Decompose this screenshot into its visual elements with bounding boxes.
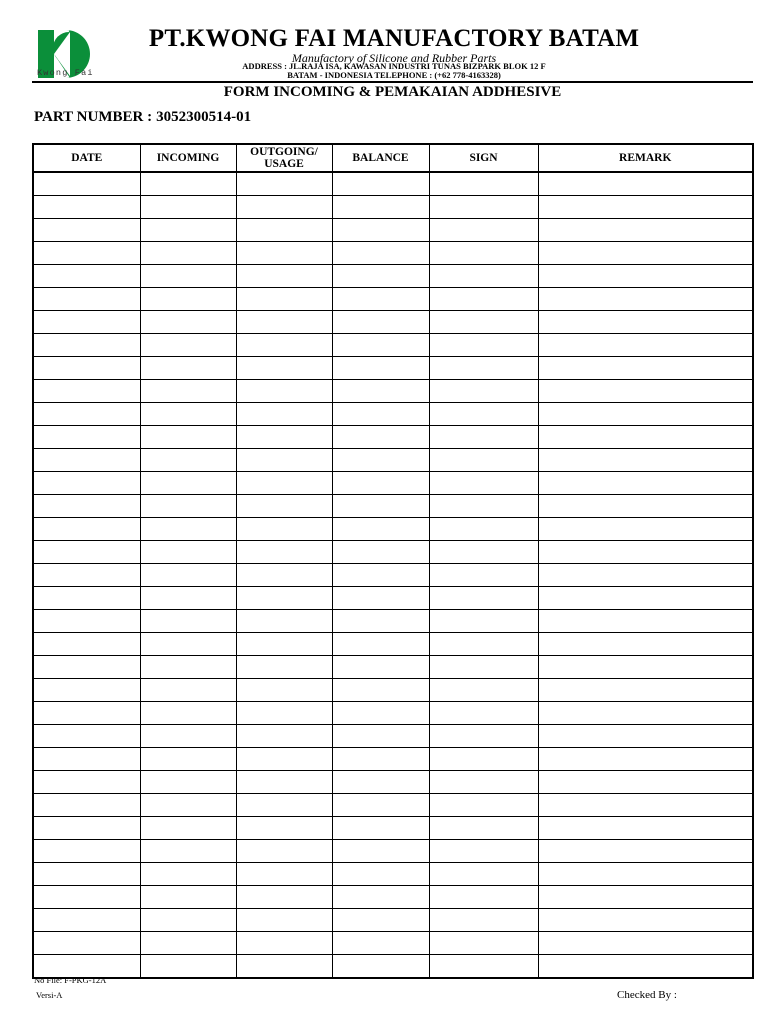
date-cell[interactable]	[33, 541, 140, 564]
column-header-remark: REMARK	[538, 144, 753, 172]
table-row	[33, 587, 753, 610]
sign-cell[interactable]	[429, 909, 538, 932]
sign-cell[interactable]	[429, 311, 538, 334]
column-header-date: DATE	[33, 144, 140, 172]
sign-cell[interactable]	[429, 702, 538, 725]
remark-cell[interactable]	[538, 840, 753, 863]
balance-cell[interactable]	[332, 656, 429, 679]
table-row	[33, 748, 753, 771]
table-row	[33, 334, 753, 357]
date-cell[interactable]	[33, 334, 140, 357]
remark-cell[interactable]	[538, 472, 753, 495]
outgoing-usage-cell[interactable]	[236, 334, 332, 357]
sign-cell[interactable]	[429, 748, 538, 771]
table-row	[33, 311, 753, 334]
table-row	[33, 771, 753, 794]
incoming-cell[interactable]	[140, 288, 236, 311]
incoming-cell[interactable]	[140, 633, 236, 656]
table-row	[33, 219, 753, 242]
table-row	[33, 380, 753, 403]
address-line-1: ADDRESS : JL.RAJA ISA, KAWASAN INDUSTRI TUNAS BIZPARK BLOK 12 F	[242, 61, 546, 71]
incoming-cell[interactable]	[140, 564, 236, 587]
date-cell[interactable]	[33, 656, 140, 679]
balance-cell[interactable]	[332, 172, 429, 196]
sign-cell[interactable]	[429, 403, 538, 426]
date-cell[interactable]	[33, 380, 140, 403]
table-row	[33, 656, 753, 679]
sign-cell[interactable]	[429, 955, 538, 979]
table-row	[33, 357, 753, 380]
balance-cell[interactable]	[332, 679, 429, 702]
date-cell[interactable]	[33, 932, 140, 955]
sign-cell[interactable]	[429, 495, 538, 518]
adhesive-log-table	[32, 143, 754, 979]
incoming-cell[interactable]	[140, 748, 236, 771]
sign-cell[interactable]	[429, 172, 538, 196]
date-cell[interactable]	[33, 633, 140, 656]
remark-cell[interactable]	[538, 334, 753, 357]
sign-cell[interactable]	[429, 472, 538, 495]
balance-cell[interactable]	[332, 380, 429, 403]
balance-cell[interactable]	[332, 932, 429, 955]
sign-cell[interactable]	[429, 219, 538, 242]
outgoing-usage-cell[interactable]	[236, 426, 332, 449]
date-cell[interactable]	[33, 564, 140, 587]
balance-cell[interactable]	[332, 288, 429, 311]
balance-cell[interactable]	[332, 863, 429, 886]
balance-cell[interactable]	[332, 403, 429, 426]
header-divider	[32, 81, 753, 83]
incoming-cell[interactable]	[140, 610, 236, 633]
table-row	[33, 702, 753, 725]
address-line-2: BATAM - INDONESIA TELEPHONE : (+62 778-4163328)	[287, 70, 501, 80]
table-row	[33, 288, 753, 311]
sign-cell[interactable]	[429, 725, 538, 748]
incoming-cell[interactable]	[140, 702, 236, 725]
date-cell[interactable]	[33, 748, 140, 771]
remark-cell[interactable]	[538, 357, 753, 380]
outgoing-usage-cell[interactable]	[236, 172, 332, 196]
table-row	[33, 909, 753, 932]
sign-cell[interactable]	[429, 357, 538, 380]
balance-cell[interactable]	[332, 725, 429, 748]
remark-cell[interactable]	[538, 495, 753, 518]
remark-cell[interactable]	[538, 449, 753, 472]
footer-version: Versi-A	[36, 990, 63, 1000]
date-cell[interactable]	[33, 242, 140, 265]
date-cell[interactable]	[33, 725, 140, 748]
outgoing-usage-cell[interactable]	[236, 909, 332, 932]
sign-cell[interactable]	[429, 196, 538, 219]
outgoing-usage-cell[interactable]	[236, 748, 332, 771]
incoming-cell[interactable]	[140, 311, 236, 334]
remark-cell[interactable]	[538, 380, 753, 403]
table-row	[33, 794, 753, 817]
remark-cell[interactable]	[538, 725, 753, 748]
sign-cell[interactable]	[429, 656, 538, 679]
table-row	[33, 472, 753, 495]
sign-cell[interactable]	[429, 587, 538, 610]
remark-cell[interactable]	[538, 886, 753, 909]
incoming-cell[interactable]	[140, 909, 236, 932]
outgoing-usage-cell[interactable]	[236, 472, 332, 495]
balance-cell[interactable]	[332, 587, 429, 610]
date-cell[interactable]	[33, 518, 140, 541]
remark-cell[interactable]	[538, 242, 753, 265]
outgoing-usage-cell[interactable]	[236, 288, 332, 311]
incoming-cell[interactable]	[140, 725, 236, 748]
sign-cell[interactable]	[429, 541, 538, 564]
incoming-cell[interactable]	[140, 794, 236, 817]
date-cell[interactable]	[33, 702, 140, 725]
balance-cell[interactable]	[332, 495, 429, 518]
remark-cell[interactable]	[538, 288, 753, 311]
incoming-cell[interactable]	[140, 587, 236, 610]
outgoing-usage-cell[interactable]	[236, 610, 332, 633]
table-row	[33, 886, 753, 909]
outgoing-usage-cell[interactable]	[236, 196, 332, 219]
balance-cell[interactable]	[332, 311, 429, 334]
remark-cell[interactable]	[538, 794, 753, 817]
outgoing-usage-cell[interactable]	[236, 817, 332, 840]
part-number-value: 3052300514-01	[156, 109, 252, 125]
incoming-cell[interactable]	[140, 172, 236, 196]
sign-cell[interactable]	[429, 265, 538, 288]
remark-cell[interactable]	[538, 679, 753, 702]
date-cell[interactable]	[33, 449, 140, 472]
checked-by-label: Checked By :	[617, 989, 677, 1001]
balance-cell[interactable]	[332, 702, 429, 725]
remark-cell[interactable]	[538, 633, 753, 656]
balance-cell[interactable]	[332, 265, 429, 288]
incoming-cell[interactable]	[140, 932, 236, 955]
balance-cell[interactable]	[332, 794, 429, 817]
balance-cell[interactable]	[332, 610, 429, 633]
outgoing-usage-cell[interactable]	[236, 265, 332, 288]
incoming-cell[interactable]	[140, 495, 236, 518]
table-row	[33, 426, 753, 449]
date-cell[interactable]	[33, 817, 140, 840]
sign-cell[interactable]	[429, 794, 538, 817]
table-row	[33, 725, 753, 748]
table-row	[33, 633, 753, 656]
date-cell[interactable]	[33, 771, 140, 794]
sign-cell[interactable]	[429, 449, 538, 472]
date-cell[interactable]	[33, 426, 140, 449]
incoming-cell[interactable]	[140, 656, 236, 679]
balance-cell[interactable]	[332, 219, 429, 242]
table-header-row	[33, 144, 753, 172]
remark-cell[interactable]	[538, 587, 753, 610]
incoming-cell[interactable]	[140, 771, 236, 794]
outgoing-usage-cell[interactable]	[236, 449, 332, 472]
form-title: FORM INCOMING & PEMAKAIAN ADDHESIVE	[223, 84, 562, 100]
table-row	[33, 679, 753, 702]
remark-cell[interactable]	[538, 610, 753, 633]
sign-cell[interactable]	[429, 288, 538, 311]
table-body	[33, 172, 753, 978]
date-cell[interactable]	[33, 679, 140, 702]
outgoing-usage-cell[interactable]	[236, 587, 332, 610]
outgoing-usage-cell[interactable]	[236, 564, 332, 587]
remark-cell[interactable]	[538, 817, 753, 840]
outgoing-usage-cell[interactable]	[236, 863, 332, 886]
incoming-cell[interactable]	[140, 449, 236, 472]
date-cell[interactable]	[33, 909, 140, 932]
date-cell[interactable]	[33, 472, 140, 495]
remark-cell[interactable]	[538, 564, 753, 587]
balance-cell[interactable]	[332, 909, 429, 932]
remark-cell[interactable]	[538, 219, 753, 242]
balance-cell[interactable]	[332, 541, 429, 564]
date-cell[interactable]	[33, 610, 140, 633]
company-name: PT.KWONG FAI MANUFACTORY BATAM	[148, 25, 640, 52]
date-cell[interactable]	[33, 172, 140, 196]
table-row	[33, 518, 753, 541]
logo-text: Kwong Fai	[37, 68, 94, 78]
date-cell[interactable]	[33, 311, 140, 334]
outgoing-usage-cell[interactable]	[236, 702, 332, 725]
date-cell[interactable]	[33, 357, 140, 380]
remark-cell[interactable]	[538, 172, 753, 196]
remark-cell[interactable]	[538, 863, 753, 886]
sign-cell[interactable]	[429, 771, 538, 794]
incoming-cell[interactable]	[140, 196, 236, 219]
outgoing-usage-cell[interactable]	[236, 656, 332, 679]
sign-cell[interactable]	[429, 380, 538, 403]
balance-cell[interactable]	[332, 357, 429, 380]
remark-cell[interactable]	[538, 748, 753, 771]
outgoing-usage-cell[interactable]	[236, 840, 332, 863]
sign-cell[interactable]	[429, 886, 538, 909]
incoming-cell[interactable]	[140, 380, 236, 403]
balance-cell[interactable]	[332, 196, 429, 219]
balance-cell[interactable]	[332, 242, 429, 265]
outgoing-usage-cell[interactable]	[236, 380, 332, 403]
remark-cell[interactable]	[538, 311, 753, 334]
remark-cell[interactable]	[538, 426, 753, 449]
table-row	[33, 265, 753, 288]
date-cell[interactable]	[33, 587, 140, 610]
remark-cell[interactable]	[538, 518, 753, 541]
date-cell[interactable]	[33, 196, 140, 219]
date-cell[interactable]	[33, 403, 140, 426]
sign-cell[interactable]	[429, 610, 538, 633]
table-row	[33, 610, 753, 633]
remark-cell[interactable]	[538, 932, 753, 955]
date-cell[interactable]	[33, 288, 140, 311]
sign-cell[interactable]	[429, 932, 538, 955]
remark-cell[interactable]	[538, 702, 753, 725]
incoming-cell[interactable]	[140, 955, 236, 979]
outgoing-usage-cell[interactable]	[236, 518, 332, 541]
outgoing-usage-cell[interactable]	[236, 495, 332, 518]
table-row	[33, 932, 753, 955]
table-row	[33, 403, 753, 426]
outgoing-usage-cell[interactable]	[236, 932, 332, 955]
date-cell[interactable]	[33, 219, 140, 242]
table-row	[33, 955, 753, 979]
outgoing-usage-cell[interactable]	[236, 541, 332, 564]
table-row	[33, 564, 753, 587]
outgoing-usage-cell[interactable]	[236, 794, 332, 817]
table-row	[33, 172, 753, 196]
table-row	[33, 817, 753, 840]
outgoing-usage-cell[interactable]	[236, 219, 332, 242]
date-cell[interactable]	[33, 886, 140, 909]
outgoing-usage-cell[interactable]	[236, 771, 332, 794]
column-header-incoming: INCOMING	[140, 144, 236, 172]
table-row	[33, 840, 753, 863]
table-row	[33, 449, 753, 472]
balance-cell[interactable]	[332, 817, 429, 840]
sign-cell[interactable]	[429, 564, 538, 587]
balance-cell[interactable]	[332, 748, 429, 771]
table-row	[33, 541, 753, 564]
footer-file-number: No File: F-PKG-12A	[34, 975, 107, 985]
outgoing-usage-cell[interactable]	[236, 633, 332, 656]
outgoing-usage-cell[interactable]	[236, 403, 332, 426]
remark-cell[interactable]	[538, 771, 753, 794]
remark-cell[interactable]	[538, 955, 753, 979]
incoming-cell[interactable]	[140, 863, 236, 886]
balance-cell[interactable]	[332, 840, 429, 863]
incoming-cell[interactable]	[140, 334, 236, 357]
sign-cell[interactable]	[429, 426, 538, 449]
date-cell[interactable]	[33, 265, 140, 288]
column-header-sign: SIGN	[429, 144, 538, 172]
incoming-cell[interactable]	[140, 541, 236, 564]
incoming-cell[interactable]	[140, 357, 236, 380]
sign-cell[interactable]	[429, 840, 538, 863]
remark-cell[interactable]	[538, 909, 753, 932]
remark-cell[interactable]	[538, 196, 753, 219]
balance-cell[interactable]	[332, 472, 429, 495]
outgoing-usage-cell[interactable]	[236, 242, 332, 265]
balance-cell[interactable]	[332, 334, 429, 357]
balance-cell[interactable]	[332, 564, 429, 587]
incoming-cell[interactable]	[140, 426, 236, 449]
remark-cell[interactable]	[538, 265, 753, 288]
date-cell[interactable]	[33, 863, 140, 886]
outgoing-usage-cell[interactable]	[236, 725, 332, 748]
sign-cell[interactable]	[429, 334, 538, 357]
company-tagline: Manufactory of Silicone and Rubber Parts	[291, 51, 497, 65]
outgoing-usage-cell[interactable]	[236, 311, 332, 334]
balance-cell[interactable]	[332, 886, 429, 909]
date-cell[interactable]	[33, 495, 140, 518]
sign-cell[interactable]	[429, 863, 538, 886]
part-number	[34, 109, 255, 126]
outgoing-usage-cell[interactable]	[236, 679, 332, 702]
outgoing-usage-cell[interactable]	[236, 357, 332, 380]
table-row	[33, 863, 753, 886]
table-row	[33, 495, 753, 518]
balance-cell[interactable]	[332, 426, 429, 449]
remark-cell[interactable]	[538, 541, 753, 564]
balance-cell[interactable]	[332, 518, 429, 541]
table-row	[33, 242, 753, 265]
date-cell[interactable]	[33, 840, 140, 863]
balance-cell[interactable]	[332, 449, 429, 472]
incoming-cell[interactable]	[140, 518, 236, 541]
incoming-cell[interactable]	[140, 472, 236, 495]
remark-cell[interactable]	[538, 403, 753, 426]
sign-cell[interactable]	[429, 518, 538, 541]
incoming-cell[interactable]	[140, 886, 236, 909]
outgoing-usage-cell[interactable]	[236, 886, 332, 909]
sign-cell[interactable]	[429, 633, 538, 656]
incoming-cell[interactable]	[140, 840, 236, 863]
sign-cell[interactable]	[429, 242, 538, 265]
table-row	[33, 196, 753, 219]
remark-cell[interactable]	[538, 656, 753, 679]
incoming-cell[interactable]	[140, 403, 236, 426]
balance-cell[interactable]	[332, 955, 429, 979]
outgoing-usage-cell[interactable]	[236, 955, 332, 979]
sign-cell[interactable]	[429, 817, 538, 840]
incoming-cell[interactable]	[140, 679, 236, 702]
column-header-balance: BALANCE	[332, 144, 429, 172]
date-cell[interactable]	[33, 794, 140, 817]
column-header-outgoing-usage: OUTGOING/ USAGE	[236, 144, 332, 172]
incoming-cell[interactable]	[140, 242, 236, 265]
balance-cell[interactable]	[332, 771, 429, 794]
balance-cell[interactable]	[332, 633, 429, 656]
sign-cell[interactable]	[429, 679, 538, 702]
part-number-label: PART NUMBER :	[34, 109, 153, 125]
incoming-cell[interactable]	[140, 265, 236, 288]
incoming-cell[interactable]	[140, 817, 236, 840]
company-address	[100, 62, 688, 80]
incoming-cell[interactable]	[140, 219, 236, 242]
